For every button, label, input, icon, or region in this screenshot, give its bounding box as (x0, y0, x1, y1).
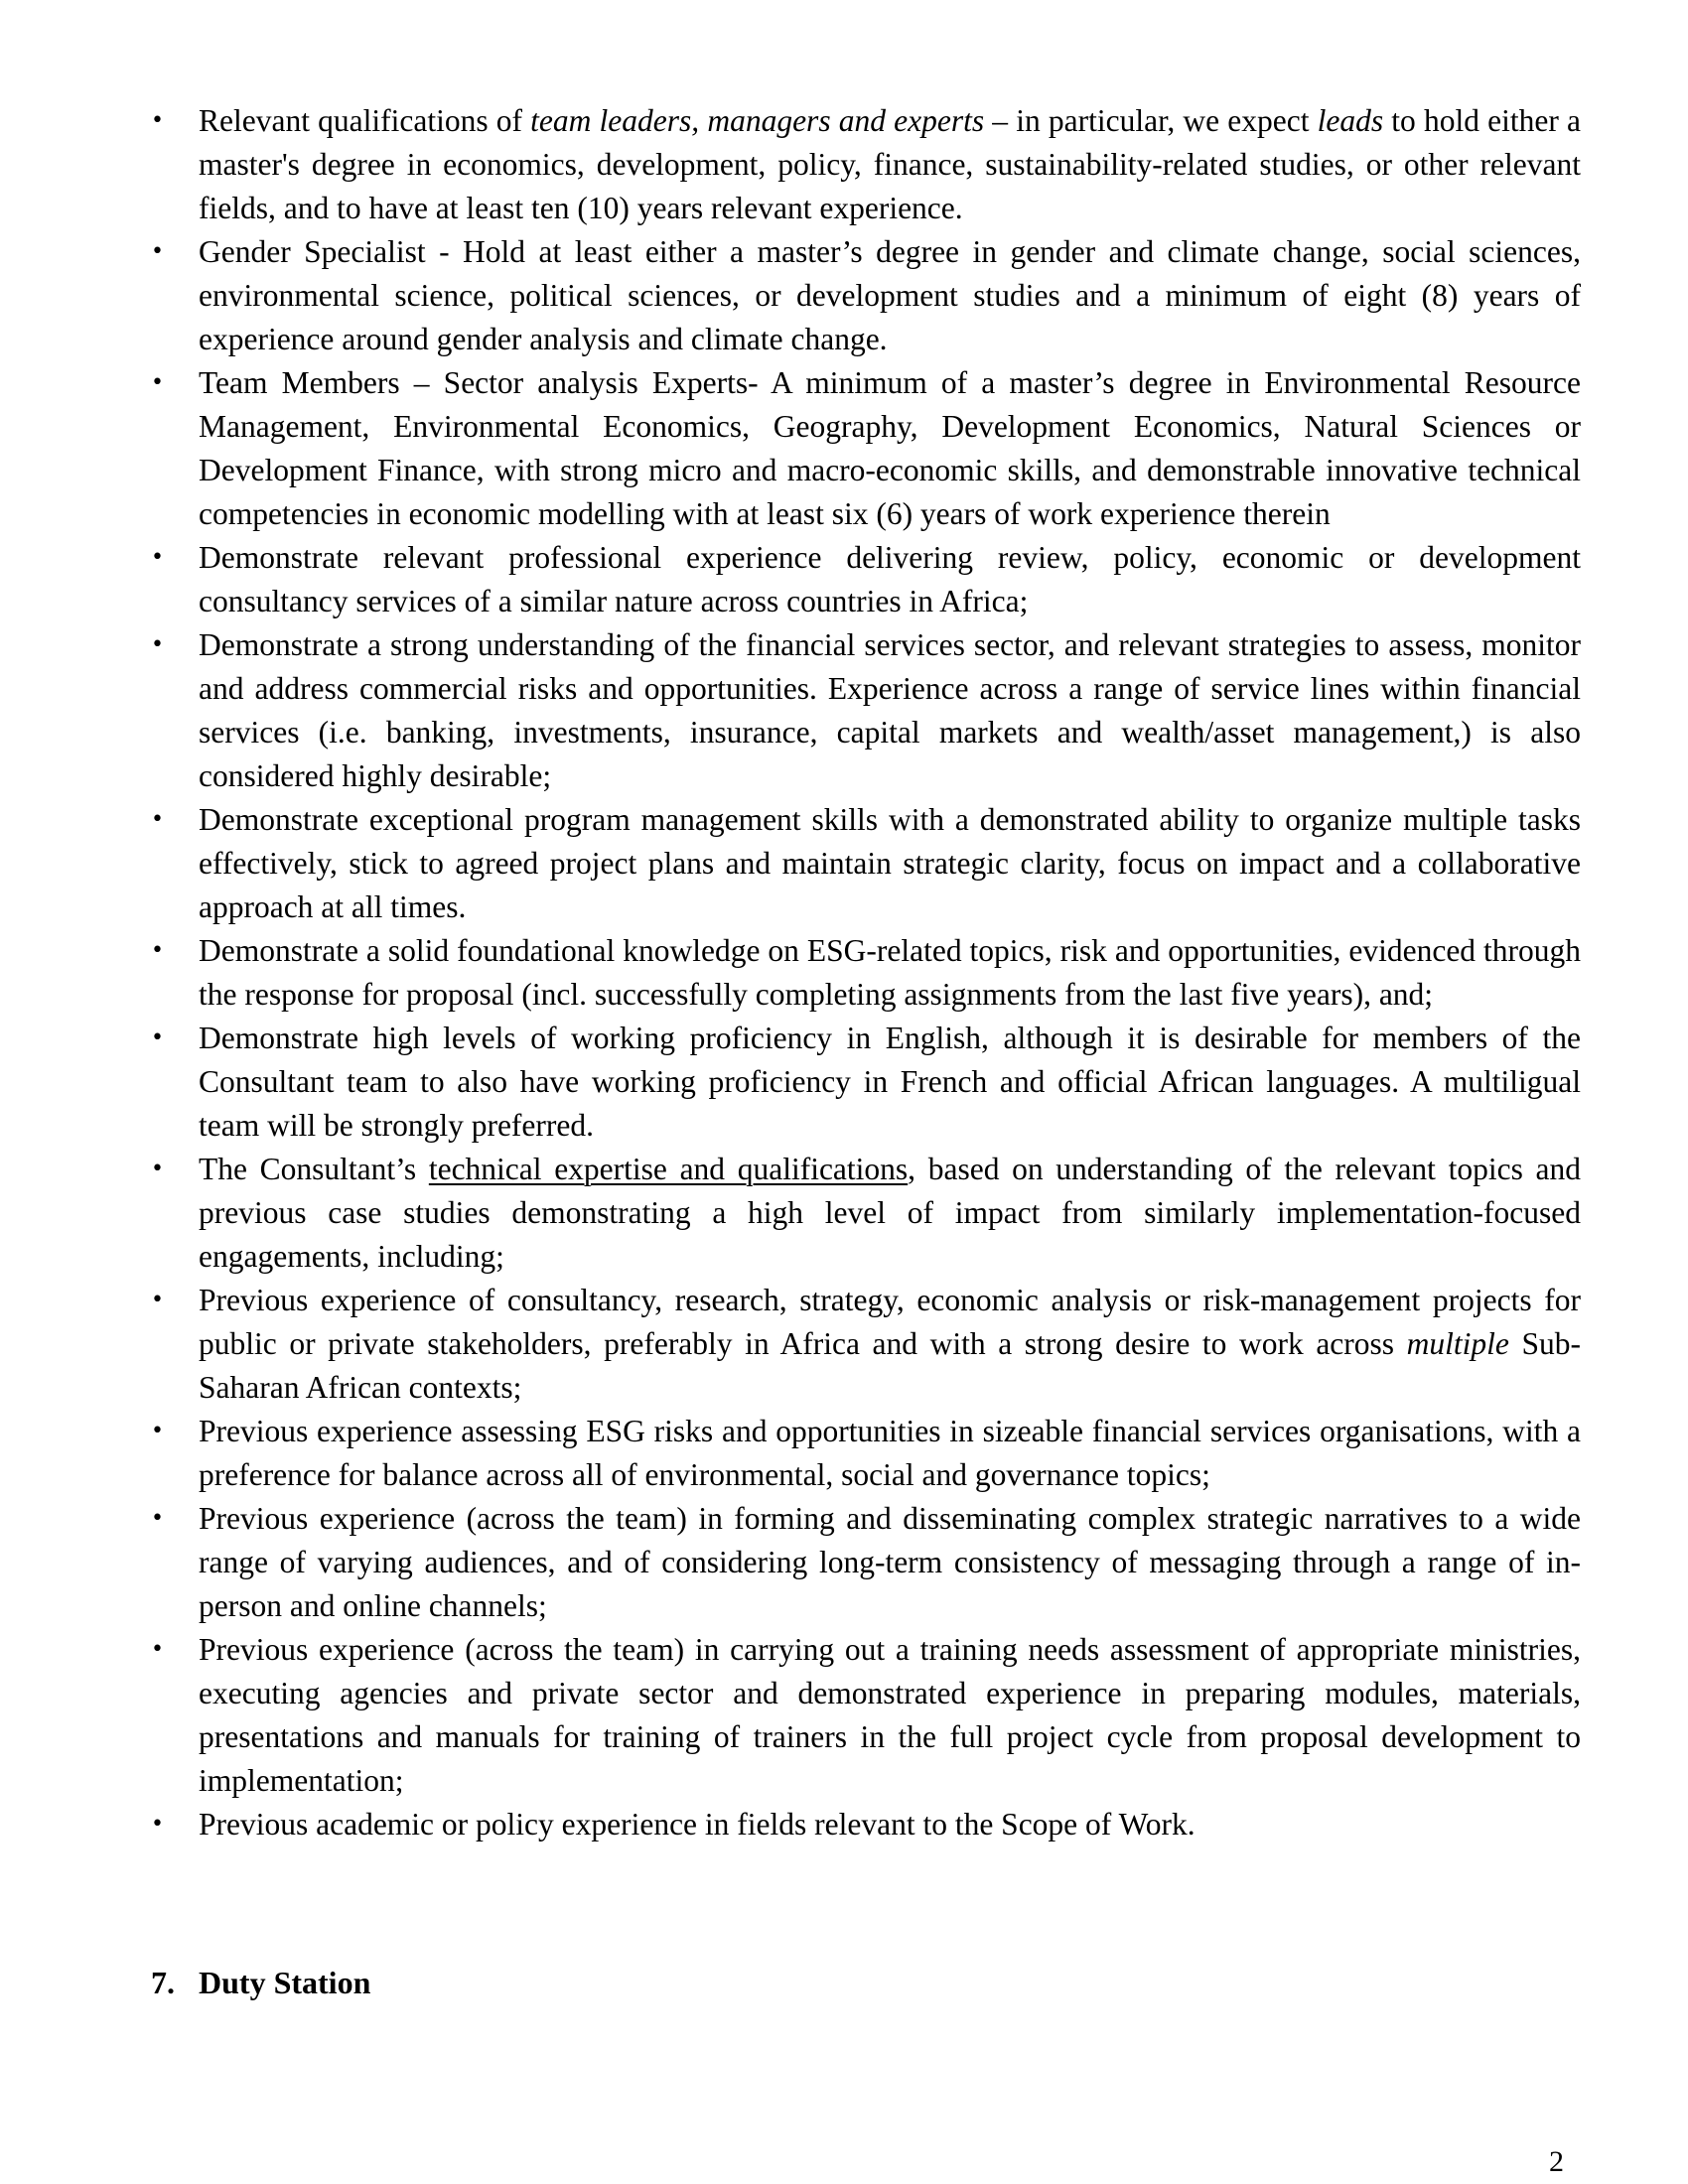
list-item-text (199, 1807, 1196, 1842)
qualifications-bullet-list (151, 99, 1581, 1846)
list-item (151, 361, 1581, 536)
list-item (151, 230, 1581, 361)
list-item (151, 798, 1581, 929)
section-title: Duty Station (199, 1965, 371, 2000)
text-run: Gender Specialist - Hold at least either a master’s degree in gender and climate change, social sciences, environmental science, political sciences, or development studies and a minimum of eight (8) years of experience around gender analysis and climate change. (199, 234, 1581, 356)
list-item-text (199, 103, 1581, 225)
list-item (151, 623, 1581, 798)
text-italic: leads (1317, 103, 1384, 138)
list-item-text (199, 1283, 1581, 1405)
bullet-icon: • (151, 1419, 164, 1443)
text-run: Previous experience (across the team) in carrying out a training needs assessment of appropriate ministries, executing agencies and private sector and demonstrated experience in preparing modules, materials, presentations and manuals for training of trainers in the full project cycle from proposal development to implementation; (199, 1632, 1581, 1798)
bullet-icon: • (151, 1157, 164, 1181)
list-item-text (199, 540, 1581, 618)
bullet-icon: • (151, 938, 164, 963)
bullet-icon: • (151, 807, 164, 832)
text-run: Team Members – Sector analysis Experts- A minimum of a master’s degree in Environmental Resource Management, Environmental Economics, Geography, Development Economics, Natural Sciences or Development Finance, with strong micro and macro-economic skills, and demonstrable innovative technical competencies in economic modelling with at least six (6) years of work experience therein (199, 365, 1581, 531)
list-item-text (199, 1152, 1581, 1274)
bullet-icon: • (151, 370, 164, 395)
list-item-text (199, 1021, 1581, 1143)
page-number: 2 (1549, 2145, 1564, 2178)
bullet-icon: • (151, 632, 164, 657)
text-italic: multiple (1406, 1326, 1509, 1361)
list-item-text (199, 1501, 1581, 1623)
bullet-icon: • (151, 545, 164, 570)
bullet-icon: • (151, 1506, 164, 1531)
text-run: Demonstrate a solid foundational knowledge on ESG-related topics, risk and opportunities, evidenced through the response for proposal (incl. successfully completing assignments from the last five years), and; (199, 933, 1581, 1012)
text-run: – in particular, we expect (984, 103, 1318, 138)
bullet-icon: • (151, 239, 164, 264)
list-item-text (199, 1414, 1581, 1492)
list-item-text (199, 365, 1581, 531)
text-run: Previous academic or policy experience in fields relevant to the Scope of Work. (199, 1807, 1196, 1842)
text-run: The Consultant’s (199, 1152, 429, 1186)
text-run: Previous experience assessing ESG risks and opportunities in sizeable financial services organisations, with a preference for balance across all of environmental, social and governance topics; (199, 1414, 1581, 1492)
bullet-icon: • (151, 1288, 164, 1312)
list-item (151, 536, 1581, 623)
bullet-icon: • (151, 1025, 164, 1050)
text-run: Relevant qualifications of (199, 103, 531, 138)
text-run: Demonstrate relevant professional experience delivering review, policy, economic or development consultancy services of a similar nature across countries in Africa; (199, 540, 1581, 618)
list-item (151, 99, 1581, 230)
section-number: 7. (151, 1965, 175, 2000)
list-item (151, 1628, 1581, 1803)
text-italic: team leaders, managers and experts (530, 103, 985, 138)
text-run: to hold either a master's degree in economics, development, policy, finance, sustainability-related studies, or other relevant fields, and to have at least ten (10) years relevant experience. (199, 103, 1581, 225)
text-run: Sub-Saharan African contexts; (199, 1326, 1582, 1405)
bullet-icon: • (151, 1637, 164, 1662)
list-item-text (199, 802, 1581, 924)
text-run: , based on understanding of the relevant topics and previous case studies demonstrating a high level of impact from similarly implementation-focused engagements, including; (199, 1152, 1581, 1274)
list-item (151, 1497, 1581, 1628)
text-run: Demonstrate exceptional program management skills with a demonstrated ability to organize multiple tasks effectively, stick to agreed project plans and maintain strategic clarity, focus on impact and a collaborative approach at all times. (199, 802, 1581, 924)
list-item (151, 1410, 1581, 1497)
text-run: Previous experience of consultancy, research, strategy, economic analysis or risk-management projects for public or private stakeholders, preferably in Africa and with a strong desire to work across (199, 1283, 1581, 1361)
list-item-text (199, 1632, 1581, 1798)
list-item (151, 1279, 1581, 1410)
list-item (151, 929, 1581, 1017)
list-item-text (199, 627, 1581, 793)
list-item (151, 1148, 1581, 1279)
text-run: Demonstrate a strong understanding of the financial services sector, and relevant strategies to assess, monitor and address commercial risks and opportunities. Experience across a range of service lines within financial services (i.e. banking, investments, insurance, capital markets and wealth/asset management,) is also considered highly desirable; (199, 627, 1581, 793)
list-item (151, 1803, 1581, 1846)
list-item-text (199, 234, 1581, 356)
section-heading (151, 1961, 370, 2004)
text-run: Previous experience (across the team) in forming and disseminating complex strategic narratives to a wide range of varying audiences, and of considering long-term consistency of messaging through a range of in-person and online channels; (199, 1501, 1581, 1623)
bullet-icon: • (151, 108, 164, 133)
list-item-text (199, 933, 1581, 1012)
text-underline: technical expertise and qualifications (428, 1152, 909, 1186)
text-run: Demonstrate high levels of working proficiency in English, although it is desirable for members of the Consultant team to also have working proficiency in French and official African languages. A multiligual team will be strongly preferred. (199, 1021, 1581, 1143)
list-item (151, 1017, 1581, 1148)
bullet-icon: • (151, 1812, 164, 1837)
